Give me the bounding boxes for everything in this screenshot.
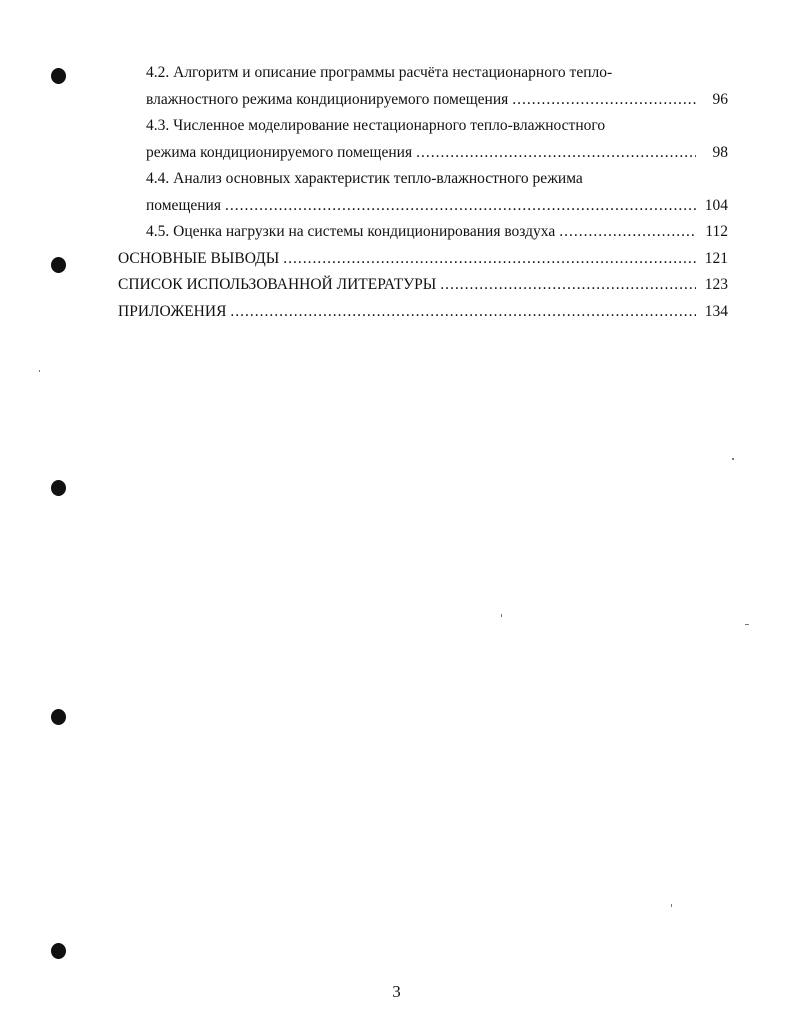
toc-entry-title-continued: влажностного режима кондиционируемого помещения xyxy=(146,90,509,108)
binder-hole-mark xyxy=(51,480,66,496)
scan-speck xyxy=(671,904,672,907)
toc-entry-appendices[interactable] xyxy=(118,299,728,326)
table-of-contents xyxy=(118,60,728,325)
toc-entry-4-4[interactable] xyxy=(118,166,728,219)
toc-entry-4-2[interactable] xyxy=(118,60,728,113)
toc-entry-title: ОСНОВНЫЕ ВЫВОДЫ xyxy=(118,249,280,267)
toc-entry-4-5[interactable] xyxy=(118,219,728,246)
toc-entry-title: 4.4. Анализ основных характеристик тепло-влажностного режима xyxy=(146,170,583,187)
toc-leader-dots xyxy=(559,219,696,246)
toc-page-number: 96 xyxy=(712,90,728,108)
toc-page-number: 112 xyxy=(705,223,728,240)
binder-hole-mark xyxy=(51,943,66,959)
toc-entry-title-continued: режима кондиционируемого помещения xyxy=(146,143,413,161)
binder-hole-mark xyxy=(51,68,66,84)
toc-leader-dots xyxy=(230,299,696,326)
toc-entry-title: 4.3. Численное моделирование нестационарного тепло-влажностного xyxy=(146,117,606,134)
scan-speck xyxy=(732,458,734,460)
toc-entry-title: 4.5. Оценка нагрузки на системы кондиционирования воздуха xyxy=(146,223,556,240)
toc-entry-title: ПРИЛОЖЕНИЯ xyxy=(118,302,227,320)
toc-leader-dots xyxy=(283,246,696,273)
binder-hole-mark xyxy=(51,257,66,273)
toc-page-number: 134 xyxy=(704,302,728,320)
toc-entry-title: СПИСОК ИСПОЛЬЗОВАННОЙ ЛИТЕРАТУРЫ xyxy=(118,276,437,293)
toc-leader-dots xyxy=(512,87,696,114)
toc-entry-conclusions[interactable] xyxy=(118,246,728,273)
toc-entry-4-3[interactable] xyxy=(118,113,728,166)
toc-leader-dots xyxy=(440,272,696,299)
toc-leader-dots xyxy=(225,193,696,220)
toc-page-number: 121 xyxy=(704,249,728,267)
binder-hole-mark xyxy=(51,709,66,725)
toc-entry-references[interactable] xyxy=(118,272,728,299)
scan-speck xyxy=(39,370,40,372)
toc-page-number: 123 xyxy=(704,276,728,293)
toc-entry-title: 4.2. Алгоритм и описание программы расчёта нестационарного тепло- xyxy=(146,64,613,81)
toc-entry-title-continued: помещения xyxy=(146,196,221,214)
scan-speck xyxy=(745,624,749,625)
toc-page-number: 104 xyxy=(704,196,728,214)
scan-speck xyxy=(501,614,502,617)
toc-leader-dots xyxy=(416,140,696,167)
toc-page-number: 98 xyxy=(712,143,728,161)
page-number: 3 xyxy=(392,982,401,1001)
